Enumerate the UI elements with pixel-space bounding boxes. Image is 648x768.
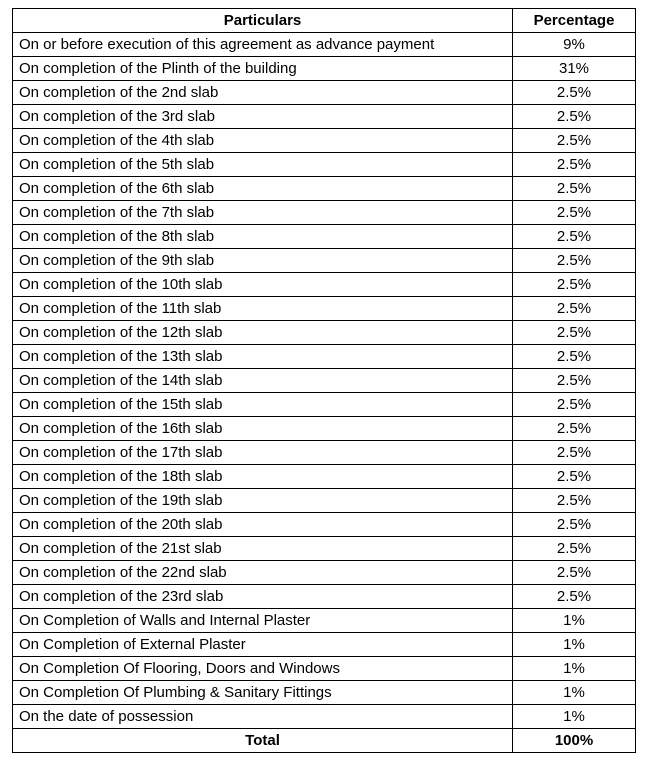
table-row — [13, 441, 636, 465]
table-row — [13, 393, 636, 417]
table-row — [13, 297, 636, 321]
particular-cell: On completion of the 15th slab — [13, 393, 513, 417]
table-row — [13, 417, 636, 441]
particular-cell: On completion of the 7th slab — [13, 201, 513, 225]
percentage-cell: 1% — [513, 609, 636, 633]
percentage-cell: 2.5% — [513, 489, 636, 513]
table-row — [13, 225, 636, 249]
percentage-cell: 2.5% — [513, 513, 636, 537]
table-row — [13, 105, 636, 129]
percentage-cell: 2.5% — [513, 81, 636, 105]
particular-cell: On completion of the 6th slab — [13, 177, 513, 201]
table-body — [13, 33, 636, 729]
table-row — [13, 609, 636, 633]
total-row — [13, 729, 636, 753]
percentage-cell: 2.5% — [513, 273, 636, 297]
table-row — [13, 561, 636, 585]
table-row — [13, 321, 636, 345]
table-row — [13, 681, 636, 705]
percentage-cell: 2.5% — [513, 153, 636, 177]
particular-cell: On completion of the 5th slab — [13, 153, 513, 177]
percentage-cell: 2.5% — [513, 225, 636, 249]
particular-cell: On completion of the 12th slab — [13, 321, 513, 345]
percentage-cell: 2.5% — [513, 441, 636, 465]
particular-cell: On completion of the 9th slab — [13, 249, 513, 273]
percentage-cell: 2.5% — [513, 465, 636, 489]
table-row — [13, 657, 636, 681]
table-row — [13, 513, 636, 537]
percentage-cell: 2.5% — [513, 537, 636, 561]
column-header-percentage: Percentage — [513, 9, 636, 33]
table-row — [13, 705, 636, 729]
percentage-cell: 9% — [513, 33, 636, 57]
particular-cell: On completion of the 13th slab — [13, 345, 513, 369]
particular-cell: On completion of the 14th slab — [13, 369, 513, 393]
percentage-cell: 2.5% — [513, 177, 636, 201]
payment-schedule-table — [12, 8, 636, 753]
percentage-cell: 2.5% — [513, 561, 636, 585]
particular-cell: On completion of the 3rd slab — [13, 105, 513, 129]
particular-cell: On completion of the 20th slab — [13, 513, 513, 537]
particular-cell: On Completion Of Flooring, Doors and Windows — [13, 657, 513, 681]
table-row — [13, 369, 636, 393]
percentage-cell: 1% — [513, 705, 636, 729]
total-percentage: 100% — [513, 729, 636, 753]
particular-cell: On Completion Of Plumbing & Sanitary Fittings — [13, 681, 513, 705]
percentage-cell: 2.5% — [513, 393, 636, 417]
percentage-cell: 2.5% — [513, 417, 636, 441]
percentage-cell: 2.5% — [513, 105, 636, 129]
table-row — [13, 537, 636, 561]
percentage-cell: 2.5% — [513, 297, 636, 321]
table-row — [13, 33, 636, 57]
particular-cell: On completion of the 22nd slab — [13, 561, 513, 585]
particular-cell: On completion of the 21st slab — [13, 537, 513, 561]
particular-cell: On completion of the 17th slab — [13, 441, 513, 465]
particular-cell: On Completion of Walls and Internal Plaster — [13, 609, 513, 633]
table-row — [13, 81, 636, 105]
percentage-cell: 1% — [513, 633, 636, 657]
total-label: Total — [13, 729, 513, 753]
particular-cell: On completion of the Plinth of the building — [13, 57, 513, 81]
table-row — [13, 465, 636, 489]
table-row — [13, 489, 636, 513]
particular-cell: On completion of the 11th slab — [13, 297, 513, 321]
particular-cell: On Completion of External Plaster — [13, 633, 513, 657]
particular-cell: On completion of the 19th slab — [13, 489, 513, 513]
percentage-cell: 2.5% — [513, 249, 636, 273]
particular-cell: On completion of the 10th slab — [13, 273, 513, 297]
percentage-cell: 1% — [513, 681, 636, 705]
table-row — [13, 345, 636, 369]
particular-cell: On or before execution of this agreement as advance payment — [13, 33, 513, 57]
table-header-row — [13, 9, 636, 33]
percentage-cell: 2.5% — [513, 201, 636, 225]
particular-cell: On completion of the 2nd slab — [13, 81, 513, 105]
table-row — [13, 57, 636, 81]
percentage-cell: 2.5% — [513, 321, 636, 345]
percentage-cell: 2.5% — [513, 585, 636, 609]
percentage-cell: 1% — [513, 657, 636, 681]
table-row — [13, 273, 636, 297]
column-header-particulars: Particulars — [13, 9, 513, 33]
particular-cell: On completion of the 18th slab — [13, 465, 513, 489]
particular-cell: On completion of the 23rd slab — [13, 585, 513, 609]
table-row — [13, 201, 636, 225]
percentage-cell: 31% — [513, 57, 636, 81]
particular-cell: On completion of the 16th slab — [13, 417, 513, 441]
table-row — [13, 585, 636, 609]
percentage-cell: 2.5% — [513, 345, 636, 369]
table-row — [13, 177, 636, 201]
table-row — [13, 633, 636, 657]
particular-cell: On completion of the 8th slab — [13, 225, 513, 249]
table-row — [13, 129, 636, 153]
table-row — [13, 249, 636, 273]
table-row — [13, 153, 636, 177]
particular-cell: On completion of the 4th slab — [13, 129, 513, 153]
percentage-cell: 2.5% — [513, 129, 636, 153]
percentage-cell: 2.5% — [513, 369, 636, 393]
particular-cell: On the date of possession — [13, 705, 513, 729]
